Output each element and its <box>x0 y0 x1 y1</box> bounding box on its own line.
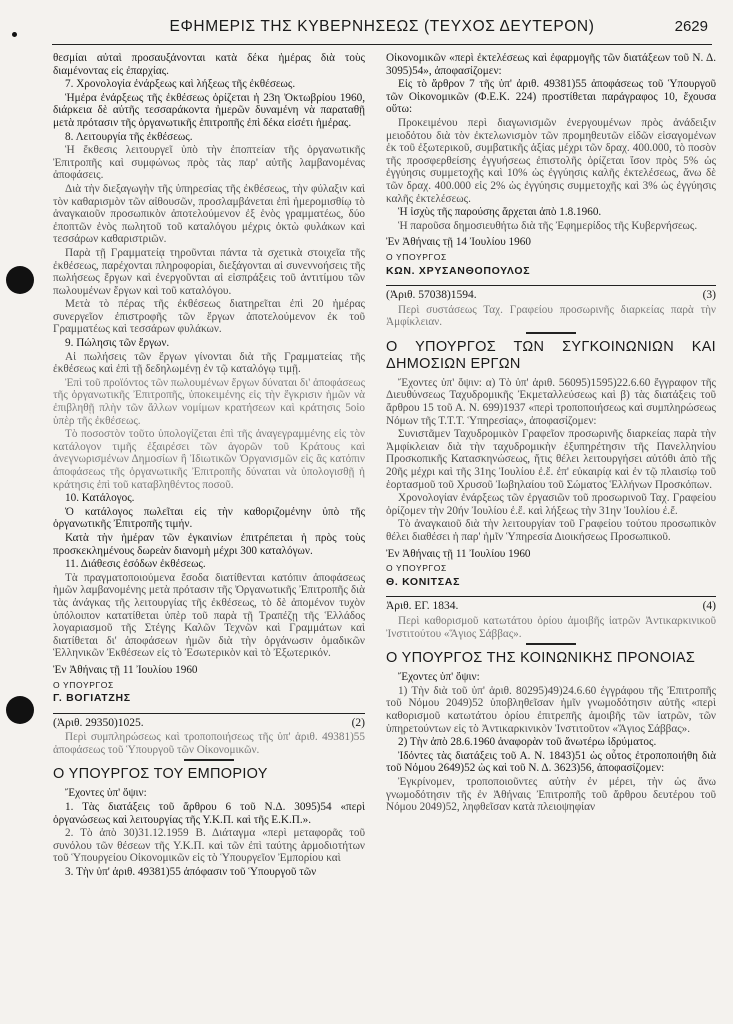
decision-number: (Ἀριθ. 57038)1594. <box>386 289 477 302</box>
binding-hole-bottom <box>6 696 34 724</box>
article-7-text: Εἰς τὸ ἄρθρον 7 τῆς ὑπ' ἀριθ. 49381)55 ἀποφάσεως τοῦ Ὑπουργοῦ τῶν Οἰκονομικῶν (Φ.Ε.Κ. 224) προστίθεται παράγραφος 10, ἔχουσα οὕτω: <box>386 78 716 116</box>
ministry-heading: Ο ΥΠΟΥΡΓΟΣ ΤΩΝ ΣΥΓΚΟΙΝΩΝΙΩΝ ΚΑΙ ΔΗΜΟΣΙΩΝ ΕΡΓΩΝ <box>386 338 716 372</box>
transport-paragraph: Χρονολογίαν ἐνάρξεως τῶν ἐργασιῶν τοῦ προσωρινοῦ Ταχ. Γραφείου ὁρίζομεν τὴν 20ήν Ἰουλίου ἐ.ἔ. καὶ λήξεως τὴν 31ην Ἰουλίου ἐ.ἔ. <box>386 492 716 517</box>
having-regard: Ἔχοντες ὑπ' ὄψιν: <box>398 671 480 684</box>
section-9-heading: 9. Πώλησις τῶν ἔργων. <box>65 337 170 350</box>
section-10-paragraph: Ὁ κατάλογος πωλεῖται εἰς τὴν καθοριζομένην ὑπὸ τῆς ὀργανωτικῆς Ἐπιτροπῆς τιμήν. <box>53 505 365 531</box>
section-10-heading: 10. Κατάλογος. <box>65 492 135 505</box>
section-8-heading: 8. Λειτουργία τῆς ἐκθέσεως. <box>65 130 193 143</box>
transport-paragraph: Τὸ ἀναγκαιοῦ διὰ τὴν λειτουργίαν τοῦ Γραφείου τούτου προσωπικὸν θέλει διαθέσει ἡ παρ' ἡμῖν Ὑπηρεσία Διοικήσεως Προσωπικοῦ. <box>386 518 716 543</box>
decision-mark: (4) <box>702 600 716 613</box>
intro-text: θεσμίαι αὐταὶ προσαυξάνονται κατὰ δέκα ἡμέρας διὰ τοὺς διαμένοντας εἰς ἐπαρχίας. <box>53 52 365 77</box>
page-number: 2629 <box>674 18 708 35</box>
continued-text: Οἰκονομικῶν «περὶ ἐκτελέσεως καὶ ἐφαρμογῆς τῶν διατάξεων τοῦ Ν. Δ. 3095)54», ἀποφασίζομεν: <box>386 52 716 77</box>
signature-place-date: Ἐν Ἀθήναις τῇ 11 Ἰουλίου 1960 <box>53 663 198 676</box>
section-9-paragraph: Ἐπὶ τοῦ προϊόντος τῶν πωλουμένων ἔργων δύναται δι' ἀποφάσεως τῆς ὀργανωτικῆς Ἐπιτροπῆς, ὑποκειμένης εἰς τὴν ἔγκρισιν ἡμῶν νὰ ἐπιβληθῇ πλὴν τῶν ἄλλων νομίμων κρατήσεων καὶ κράτησις 5οἱο ὑπὲρ τῆς ἐκθέσεως. <box>53 376 365 427</box>
decision-reference <box>53 717 365 730</box>
minister-name: Γ. ΒΟΓΙΑΤΖΗΣ <box>53 692 131 705</box>
section-7-text: Ἡμέρα ἐνάρξεως τῆς ἐκθέσεως ὁρίζεται ἡ 23η Ὀκτωβρίου 1960, διάρκεια δὲ αὐτῆς τεσσαράκοντα ἡμερῶν δυναμένη νὰ παραταθῇ μετὰ πρότασιν τῆς ὀργανωτικῆς ἐπιτροπῆς ἐπὶ δέκα εἰσέτι ἡμέρας. <box>53 91 365 129</box>
decision-subject: Περὶ καθορισμοῦ κατωτάτου ὁρίου ἀμοιβῆς ἰατρῶν Ἀντικαρκινικοῦ Ἰνστιτούτου «Ἅγιος Σάββας». <box>386 614 716 640</box>
short-divider <box>526 332 576 334</box>
short-divider <box>184 759 234 761</box>
right-column <box>386 52 716 815</box>
publication-text: Ἡ παροῦσα δημοσιευθήτω διὰ τῆς Ἐφημερίδος τῆς Κυβερνήσεως. <box>398 219 698 232</box>
section-11-paragraph: Τὰ πραγματοποιούμενα ἔσοδα διατίθενται κατόπιν ἀποφάσεως ἡμῶν λαμβανομένης μετὰ πρότασιν τῆς Ὀργανωτικῆς Ἐπιτροπῆς διὰ τὰς ἀνάγκας τῆς λειτουργίας τῆς ἐκθέσεως, τὸ δὲ ἀπομένον τυχὸν ὑπόλοιπον κατατίθεται ὑπὲρ τοῦ παρὰ τῇ Τραπέζῃ τῆς Ἑλλάδος λογαριασμοῦ τῆς Στέγης Καλῶν Τεχνῶν καὶ Γραμμάτων καὶ διατίθεται δι' ἀποφάσεων ἡμῶν διὰ τὴν ὀργάνωσιν ὁμαδικῶν Ἑλληνικῶν Ἐκθέσεων εἰς τὸ Ἐσωτερικὸν καὶ τὸ Ἐξωτερικόν. <box>53 571 365 660</box>
section-9-paragraph: Τὸ ποσοστὸν τοῦτο ὑπολογίζεται ἐπὶ τῆς ἀναγεγραμμένης εἰς τὸν κατάλογον τιμῆς ἐξαιρέσει τῶν ἀγορῶν τοῦ Κράτους καὶ ἀνεγνωρισμένων Δημοσίων ἢ Ἰδιωτικῶν Ὀργανισμῶν εἰς ἃς κατόπιν ἀποφάσεως τῆς ὀργανωτικῆς Ἐπιτροπῆς δύναται νὰ ὑπολογισθῇ ἡ κράτησις ἐπὶ τοῦ καταβληθέντος ποσοῦ. <box>53 428 365 491</box>
section-divider <box>53 713 365 714</box>
section-divider <box>386 596 716 597</box>
having-regard: Ἔχοντες ὑπ' ὄψιν: <box>65 787 147 800</box>
decision-mark: (2) <box>351 716 365 729</box>
signature-place-date: Ἐν Ἀθήναις τῇ 14 Ἰουλίου 1960 <box>386 236 531 249</box>
list-item: 3. Τὴν ὑπ' ἀριθ. 49381)55 ἀπόφασιν τοῦ Ὑπουργοῦ τῶν <box>65 866 317 879</box>
section-8-paragraph: Παρὰ τῇ Γραμματείᾳ τηροῦνται πάντα τὰ σχετικὰ στοιχεῖα τῆς ἐκθέσεως, παρέχονται πληροφορίαι, διεξάγονται αἱ συνεννοήσεις τῆς πωλήσεως ἔργων καὶ ἐνεργοῦνται αἱ εἰσπράξεις τοῦ ἀντιτίμου τῶν πωλουμένων ἔργων καὶ τοῦ καταλόγου. <box>53 246 365 297</box>
list-item: Ἐγκρίνομεν, τροποποιοῦντες αὐτὴν ἐν μέρει, τὴν ὡς ἄνω γνωμοδότησιν τῆς ἐν Ἀθήναις Ἐπιτροπῆς τοῦ ἄρθρου δευτέρου τοῦ Νόμου 2049)52, ληφθεῖσαν κατὰ πλειοψηφίαν <box>386 775 716 814</box>
ministry-heading: Ο ΥΠΟΥΡΓΟΣ ΤΗΣ ΚΟΙΝΩΝΙΚΗΣ ΠΡΟΝΟΙΑΣ <box>386 650 696 667</box>
short-divider <box>526 643 576 645</box>
section-9-paragraph: Αἱ πωλήσεις τῶν ἔργων γίνονται διὰ τῆς Γραμματείας τῆς ἐκθέσεως καὶ ἐπὶ τῇ δεδηλωμένῃ ἐν τῷ καταλόγῳ τιμῇ. <box>53 350 365 376</box>
left-column <box>53 52 365 880</box>
minister-title: Ο ΥΠΟΥΡΓΟΣ <box>53 679 114 690</box>
list-item: 2) Τὴν ἀπὸ 28.6.1960 ἀναφορὰν τοῦ ἄνωτέρω ἰδρύματος. <box>398 736 657 749</box>
decision-reference <box>386 600 716 613</box>
decision-mark: (3) <box>702 289 716 302</box>
section-7-heading: 7. Χρονολογία ἐνάρξεως καὶ λήξεως τῆς ἐκθέσεως. <box>65 78 296 91</box>
gazette-title: ΕΦΗΜΕΡΙΣ ΤΗΣ ΚΥΒΕΡΝΗΣΕΩΣ (ΤΕΥΧΟΣ ΔΕΥΤΕΡΟΝ) <box>169 18 595 35</box>
list-item: 2. Τὸ ἀπὸ 30)31.12.1959 Β. Διάταγμα «περὶ μεταφορᾶς τοῦ συνόλου τῶν θέσεων τῆς Υ.Κ.Π. καὶ τῶν ἐπὶ ταύτης ἁρμοδιοτήτων τοῦ Ὑπουργείου Οἰκονομικῶν εἰς τὸ Ὑπουργεῖον Ἐμπορίου καὶ <box>53 827 365 865</box>
validity-text: Ἡ ἰσχὺς τῆς παρούσης ἄρχεται ἀπὸ 1.8.1960. <box>398 206 602 219</box>
section-divider <box>386 285 716 286</box>
list-item: 1. Τὰς διατάξεις τοῦ ἄρθρου 6 τοῦ Ν.Δ. 3095)54 «περὶ ὀργανώσεως καὶ λειτουργίας τῆς Υ.Κ.Π. καὶ τῆς Ε.Κ.Π.». <box>53 801 365 826</box>
decision-number: Ἀριθ. ΕΓ. 1834. <box>386 600 459 613</box>
minister-name: ΚΩΝ. ΧΡΥΣΑΝΘΟΠΟΥΛΟΣ <box>386 264 531 277</box>
list-item: 1) Τὴν διὰ τοῦ ὑπ' ἀριθ. 80295)49)24.6.60 ἐγγράφου τῆς Ἐπιτροπῆς τοῦ Νόμου 2049)52 ὑποβληθεῖσαν ἡμῖν γνωμοδότησιν αὐτῆς «περὶ καθορισμοῦ κατωτάτου ὁρίου ἐπιτρεπῆς ἀμοιβῆς τῶν ἰατρῶν, τῶν ὑπηρετούντων εἰς τὸ Ἀντικαρκινικὸν Ἰνστιτοῦτον «Ἅγιος Σάββας». <box>386 684 716 735</box>
list-item: Ἰδόντες τὰς διατάξεις τοῦ Α. Ν. 1843)51 ὡς οὗτος ἐτροποποιήθη διὰ τοῦ Νόμου 2649)52 ὡς καὶ τοῦ Ν. Δ. 3623)56, ἀποφασίζομεν: <box>386 749 716 775</box>
ministry-heading: Ο ΥΠΟΥΡΓΟΣ ΤΟΥ ΕΜΠΟΡΙΟΥ <box>53 766 268 783</box>
paragraph-10-text: Προκειμένου περὶ διαγωνισμῶν ἐνεργουμένων πρὸς ἀνάδειξιν μειοδότου διὰ τὸν ἐκτελωνισμὸν τῶν προμηθευτῶν εἰδῶν εἰσαγομένων ἐκ τοῦ ἐξωτερικοῦ, συμβατικῆς ἀξίας μέχρι τῶν δραχ. 400.000, τὸ ποσὸν τῆς προσφερθείσης ἐγγυήσεως ἐπιστολῆς ὁρίζεται ἴσον πρὸς 5% ὡς ἐγγύησις συμμετοχῆς καὶ 10% ὡς ἐγγύησις καλῆς ἐκτελέσεως, ἄνω δὲ τῶν δραχ. 400.000 εἰς 2% ὡς ἐγγύησις συμμετοχῆς καὶ 3% ὡς ἐγγύησις καλῆς ἐκτελέσεως. <box>386 116 716 205</box>
minister-name: Θ. ΚΟΝΙΤΣΑΣ <box>386 575 461 588</box>
section-10-paragraph: Κατὰ τὴν ἡμέραν τῶν ἐγκαινίων ἐπιτρέπεται ἡ πρὸς τοὺς προσκεκλημένους δωρεὰν διανομὴ μέχρι 300 καταλόγων. <box>53 531 365 557</box>
decision-number: (Ἀριθ. 29350)1025. <box>53 716 144 729</box>
decision-subject: Περὶ συμπληρώσεως καὶ τροποποιήσεως τῆς ὑπ' ἀριθ. 49381)55 ἀποφάσεως τοῦ Ὑπουργοῦ τῶν Οἰκονομικῶν. <box>53 731 365 756</box>
transport-paragraph: Συνιστᾶμεν Ταχυδρομικὸν Γραφεῖον προσωρινῆς διαρκείας παρὰ τὴν Ἀμφίκλειαν διὰ τὴν ταχυδρομικὴν ἐξυπηρέτησιν τῆς Πανελληνίου Προσκοπικῆς Κατασκηνώσεως, ἥτις θέλει λειτουργήσει αὐτόθι ἀπὸ τῆς 20ῆς μέχρι καὶ τῆς 31ης Ἰουλίου ἐ.ἔ. ἐπ' εὐκαιρίᾳ καὶ ἐν τῷ πλαισίῳ τοῦ ἑορτασμοῦ τοῦ Χρυσοῦ Ἰωβηλαίου τοῦ Σώματος Ἑλλήνων Προσκόπων. <box>386 428 716 491</box>
section-8-paragraph: Διὰ τὴν διεξαγωγὴν τῆς ὑπηρεσίας τῆς ἐκθέσεως, τὴν φύλαξιν καὶ τὸν καθαρισμὸν τῶν αἰθουσῶν, προσλαμβάνεται ἐπὶ ἡμερομισθίῳ τὸ ἀναγκαιοῦν προσωπικὸν ἀποτελούμενον ἐξ ἑνὸς γραμματέως, δύο ἐποπτῶν ἑνὸς πωλητοῦ τοῦ καταλόγου μέχρις ὀκτὼ φυλάκων καὶ τεσσάρων καθαριστριῶν. <box>53 182 365 246</box>
binding-dot <box>12 32 17 37</box>
minister-title: Ο ΥΠΟΥΡΓΟΣ <box>386 563 447 574</box>
decision-reference <box>386 289 716 302</box>
section-11-heading: 11. Διάθεσις ἐσόδων ἐκθέσεως. <box>65 558 206 571</box>
section-8-paragraph: Μετὰ τὸ πέρας τῆς ἐκθέσεως διατηρεῖται ἐπὶ 20 ἡμέρας συνεργεῖον ἐπιστροφῆς τῶν ἔργων ἀποτελούμενον ἐκ τοῦ Γραμματέως καὶ τεσσάρων φυλάκων. <box>53 298 365 336</box>
binding-hole-top <box>6 266 34 294</box>
transport-paragraph: Ἔχοντες ὑπ' ὄψιν: α) Τὸ ὑπ' ἀριθ. 56095)1595)22.6.60 ἔγγραφον τῆς Διευθύνσεως Ταχυδρομικῆς Ἐκμεταλλεύσεως καὶ β) τὰς διατάξεις τοῦ ἄρθρου 15 τοῦ Α. Ν. 699)1937 «περὶ τροποποιήσεως καὶ συμπληρώσεως Νόμων τῆς Τ.Τ.Τ. Ὑπηρεσίας», ἀποφασίζομεν: <box>386 376 716 427</box>
section-8-paragraph: Ἡ ἔκθεσις λειτουργεῖ ὑπὸ τὴν ἐποπτείαν τῆς ὀργανωτικῆς Ἐπιτροπῆς καὶ συμφώνως πρὸς τὰς παρ' αὐτῆς λαμβανομένας ἀποφάσεις. <box>53 144 365 182</box>
signature-place-date: Ἐν Ἀθήναις τῇ 11 Ἰουλίου 1960 <box>386 547 531 560</box>
page-header <box>52 16 712 45</box>
decision-subject: Περὶ συστάσεως Ταχ. Γραφείου προσωρινῆς διαρκείας παρὰ τὴν Ἀμφίκλειαν. <box>386 303 716 329</box>
minister-title: Ο ΥΠΟΥΡΓΟΣ <box>386 251 447 262</box>
